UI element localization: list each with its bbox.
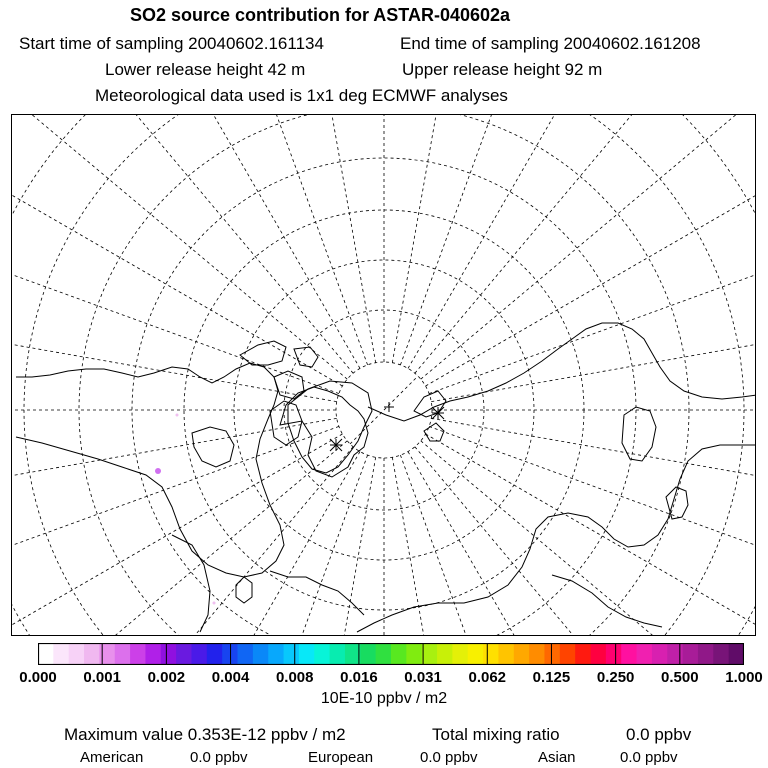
colorbar-tick-label: 0.004: [211, 669, 250, 686]
meridian-line: [12, 288, 337, 401]
meridian-line: [415, 115, 756, 373]
start-time-label: Start time of sampling 20040602.161134: [19, 34, 324, 53]
coastline-uk: [236, 577, 252, 603]
colorbar-tick-label: 0.125: [532, 669, 571, 686]
colorbar-cell: [268, 643, 284, 665]
european-label: European: [308, 749, 374, 766]
colorbar-cell: [406, 643, 422, 665]
map-canvas: [12, 115, 756, 636]
meridian-line: [145, 115, 368, 365]
colorbar-cell: [544, 643, 560, 665]
colorbar-cell: [498, 643, 514, 665]
meridian-line: [12, 426, 339, 636]
colorbar-tick-label: 0.250: [596, 669, 635, 686]
colorbar-tick-label: 0.031: [404, 669, 442, 686]
colorbar-cell: [207, 643, 223, 665]
colorbar-cell: [391, 643, 407, 665]
colorbar-cell: [637, 643, 653, 665]
coastline-eurasia: [368, 323, 756, 421]
colorbar-cell: [69, 643, 85, 665]
colorbar-cell: [621, 643, 637, 665]
coastline-east-asia: [552, 575, 662, 627]
colorbar-tick-label: 0.001: [83, 669, 121, 686]
colorbar-cell: [606, 643, 622, 665]
meridian-line: [34, 452, 360, 636]
colorbar-cell: [376, 643, 392, 665]
coastline-svalbard: [424, 423, 444, 441]
meridian-line: [431, 288, 756, 401]
colorbar-cell: [437, 643, 453, 665]
colorbar-cell: [53, 643, 69, 665]
european-value: 0.0 ppbv: [420, 749, 478, 766]
colorbar-tick-label: 1.000: [725, 669, 763, 686]
colorbar-cell: [560, 643, 576, 665]
lower-release-height-label: Lower release height 42 m: [105, 60, 306, 79]
colorbar-cell: [652, 643, 668, 665]
coastline-asia-south: [357, 445, 756, 632]
plume-patch: [213, 602, 216, 605]
colorbar-tick-label: 0.500: [661, 669, 699, 686]
colorbar-cell: [314, 643, 330, 665]
colorbar-cell: [330, 643, 346, 665]
meridian-line: [408, 115, 734, 368]
meridian-line: [392, 115, 505, 363]
maximum-value-label: Maximum value 0.353E-12 ppbv / m2: [64, 725, 346, 744]
colorbar-cell: [591, 643, 607, 665]
colorbar-cell: [115, 643, 131, 665]
colorbar-cell: [238, 643, 254, 665]
plot-title: SO2 source contribution for ASTAR-040602a: [129, 5, 511, 25]
colorbar-tick-label: 0.002: [147, 669, 186, 686]
colorbar-cell: [483, 643, 499, 665]
coastline-baffin: [270, 401, 302, 445]
meridian-line: [429, 426, 756, 636]
meridian-line: [431, 418, 756, 531]
total-mixing-ratio-label: Total mixing ratio: [432, 725, 560, 744]
meridian-line: [421, 115, 756, 379]
colorbar-cell: [360, 643, 376, 665]
upper-release-height-label: Upper release height 92 m: [402, 60, 603, 79]
colorbar-cell: [176, 643, 192, 665]
release-site-markers: [330, 402, 444, 451]
polar-map: [11, 114, 756, 636]
colorbar-cell: [299, 643, 315, 665]
total-mixing-ratio-value: 0.0 ppbv: [626, 725, 692, 744]
meridian-line: [12, 447, 353, 636]
meridian-line: [12, 434, 342, 636]
meteorological-data-label: Meteorological data used is 1x1 deg ECMWF analyses: [95, 86, 508, 105]
colorbar-cell: [84, 643, 100, 665]
colorbar-cell: [713, 643, 729, 665]
meridian-line: [350, 376, 418, 444]
colorbar-cell: [130, 643, 146, 665]
meridian-line: [262, 115, 375, 363]
colorbar-cell: [145, 643, 161, 665]
colorbar-cell: [452, 643, 468, 665]
meridian-line: [34, 115, 360, 368]
colorbar-tick-label: 0.062: [468, 669, 507, 686]
meridian-line: [429, 171, 756, 394]
colorbar-cell: [191, 643, 207, 665]
colorbar-cell: [468, 643, 484, 665]
colorbar-tick-label: 0.008: [275, 669, 314, 686]
meridian-line: [408, 452, 734, 636]
colorbar-cell: [514, 643, 530, 665]
plume-patch: [176, 414, 179, 417]
meridian-line: [12, 115, 353, 373]
meridian-line: [12, 171, 339, 394]
asian-value: 0.0 ppbv: [620, 749, 678, 766]
american-value: 0.0 ppbv: [190, 749, 248, 766]
coastline-hudson-bay: [192, 427, 234, 467]
colorbar-units: 10E-10 ppbv / m2: [320, 690, 448, 707]
meridian-line: [415, 447, 756, 636]
meridian-line: [400, 455, 623, 636]
meridian-line: [426, 434, 756, 636]
colorbar-cell: [698, 643, 714, 665]
colorbar-cell: [284, 643, 300, 665]
colorbar-cell: [529, 643, 545, 665]
meridian-line: [421, 441, 756, 636]
plume-patch: [155, 468, 161, 474]
colorbar-cell: [667, 643, 683, 665]
colorbar-tick-label: 0.000: [19, 669, 57, 686]
colorbar-cell: [253, 643, 269, 665]
colorbar-tick-label: 0.016: [340, 669, 378, 686]
asian-label: Asian: [538, 749, 576, 766]
meridian-line: [12, 115, 347, 379]
meridian-line: [145, 455, 368, 636]
meridian-line: [12, 115, 342, 386]
colorbar-cell: [683, 643, 699, 665]
colorbar-cell: [38, 643, 54, 665]
colorbar-cell: [729, 643, 744, 665]
colorbar-cell: [161, 643, 177, 665]
graticule: [12, 115, 756, 636]
end-time-label: End time of sampling 20040602.161208: [400, 34, 701, 53]
colorbar-cell: [575, 643, 591, 665]
colorbar: [38, 643, 744, 665]
coastlines: [16, 323, 756, 632]
colorbar-cell: [422, 643, 438, 665]
coastline-kamchatka: [622, 407, 656, 461]
american-label: American: [80, 749, 144, 766]
